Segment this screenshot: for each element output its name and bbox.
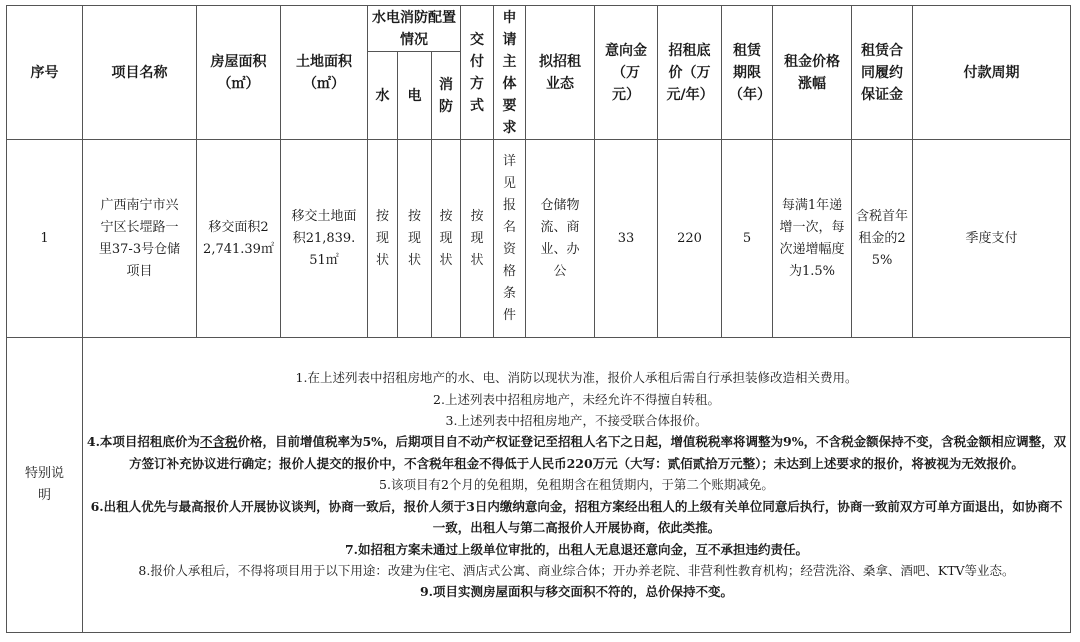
note-item-1: 1.在上述列表中招租房地产的水、电、消防以现状为准，报价人承租后需自行承担装修改造相关费用。 [295, 370, 858, 386]
data-row [7, 140, 1071, 338]
cell-base-price: 220 [658, 140, 722, 338]
header-land-area: 土地面积 （㎡） [281, 6, 368, 140]
notes-label: 特别说明 [7, 338, 83, 633]
notes-content [83, 338, 1071, 633]
cell-performance-bond: 含税首年租金的25% [852, 140, 913, 338]
note-item-4 [86, 431, 1067, 474]
header-lease-term: 租赁期限（年） [722, 6, 773, 140]
note-item-9: 9.项目实测房屋面积与移交面积不符的，总价保持不变。 [419, 584, 734, 600]
header-house-area: 房屋面积 （㎡） [197, 6, 281, 140]
cell-electricity: 按现状 [398, 140, 432, 338]
header-applicant-requirement: 申请主体要求 [494, 6, 526, 140]
cell-business-type: 仓储物流、商业、办公 [526, 140, 595, 338]
cell-rent-increase: 每满1年递增一次，每次递增幅度为1.5% [773, 140, 852, 338]
note-item-8: 8.报价人承租后，不得将项目用于以下用途：改建为住宅、酒店式公寓、商业综合体；开办养老院、非营利性教育机构；经营洗浴、桑拿、酒吧、KTV等业态。 [138, 562, 1015, 578]
cell-deposit: 33 [595, 140, 658, 338]
cell-delivery: 按现状 [461, 140, 494, 338]
header-performance-bond: 租赁合同履约保证金 [852, 6, 913, 140]
header-project-name: 项目名称 [83, 6, 197, 140]
header-seq: 序号 [7, 6, 83, 140]
cell-water: 按现状 [368, 140, 398, 338]
cell-applicant-requirement: 详见报名资格条件 [494, 140, 526, 338]
note-item-2: 2.上述列表中招租房地产，未经允许不得擅自转租。 [433, 391, 720, 407]
cell-fire: 按现状 [432, 140, 461, 338]
cell-project-name: 广西南宁市兴宁区长堽路一里37-3号仓储项目 [83, 140, 197, 338]
note-item-4-underlined: 不含税 [199, 434, 238, 450]
header-fire: 消防 [432, 52, 461, 140]
note-item-4-rest: 价格，目前增值税率为5%，后期项目自不动产权证登记至招租人名下之日起，增值税税率将调整为9%，不含税金额保持不变，含税金额相应调整，双方签订补充协议进行确定；报价人提交的报价中，不含税年租金不得低于人民币220万元（大写：贰佰贰拾万元整）；未达到上述要求的报价，将被视为无效报价。 [129, 434, 1067, 471]
note-item-4-lead: 4.本项目招租底价为 [86, 434, 200, 450]
note-item-6: 6.出租人优先与最高报价人开展协议谈判，协商一致后，报价人须于3日内缴纳意向金，招租方案经出租人的上级有关单位同意后执行，协商一致前双方可单方面退出，如协商不一致，出租人与第二高报价人开展协商，依此类推。 [90, 498, 1063, 536]
header-electricity: 电 [398, 52, 432, 140]
header-row-1 [7, 6, 1071, 52]
cell-house-area: 移交面积22,741.39㎡ [197, 140, 281, 338]
cell-lease-term: 5 [722, 140, 773, 338]
header-business-type: 拟招租业态 [526, 6, 595, 140]
header-delivery: 交付方式 [461, 6, 494, 140]
cell-land-area: 移交土地面积21,839.51㎡ [281, 140, 368, 338]
header-utilities-group: 水电消防配置情况 [368, 6, 461, 52]
cell-seq: 1 [7, 140, 83, 338]
header-base-price: 招租底价（万元/年） [658, 6, 722, 140]
header-water: 水 [368, 52, 398, 140]
notes-row [7, 338, 1071, 633]
note-item-3: 3.上述列表中招租房地产，不接受联合体报价。 [445, 413, 708, 429]
header-rent-increase: 租金价格涨幅 [773, 6, 852, 140]
cell-payment-cycle: 季度支付 [913, 140, 1071, 338]
note-item-5: 5.该项目有2个月的免租期，免租期含在租赁期内，于第二个账期减免。 [379, 477, 774, 493]
header-deposit: 意向金（万元） [595, 6, 658, 140]
note-item-7: 7.如招租方案未通过上级单位审批的，出租人无息退还意向金，互不承担违约责任。 [344, 541, 809, 557]
header-payment-cycle: 付款周期 [913, 6, 1071, 140]
leasing-table [6, 5, 1071, 633]
